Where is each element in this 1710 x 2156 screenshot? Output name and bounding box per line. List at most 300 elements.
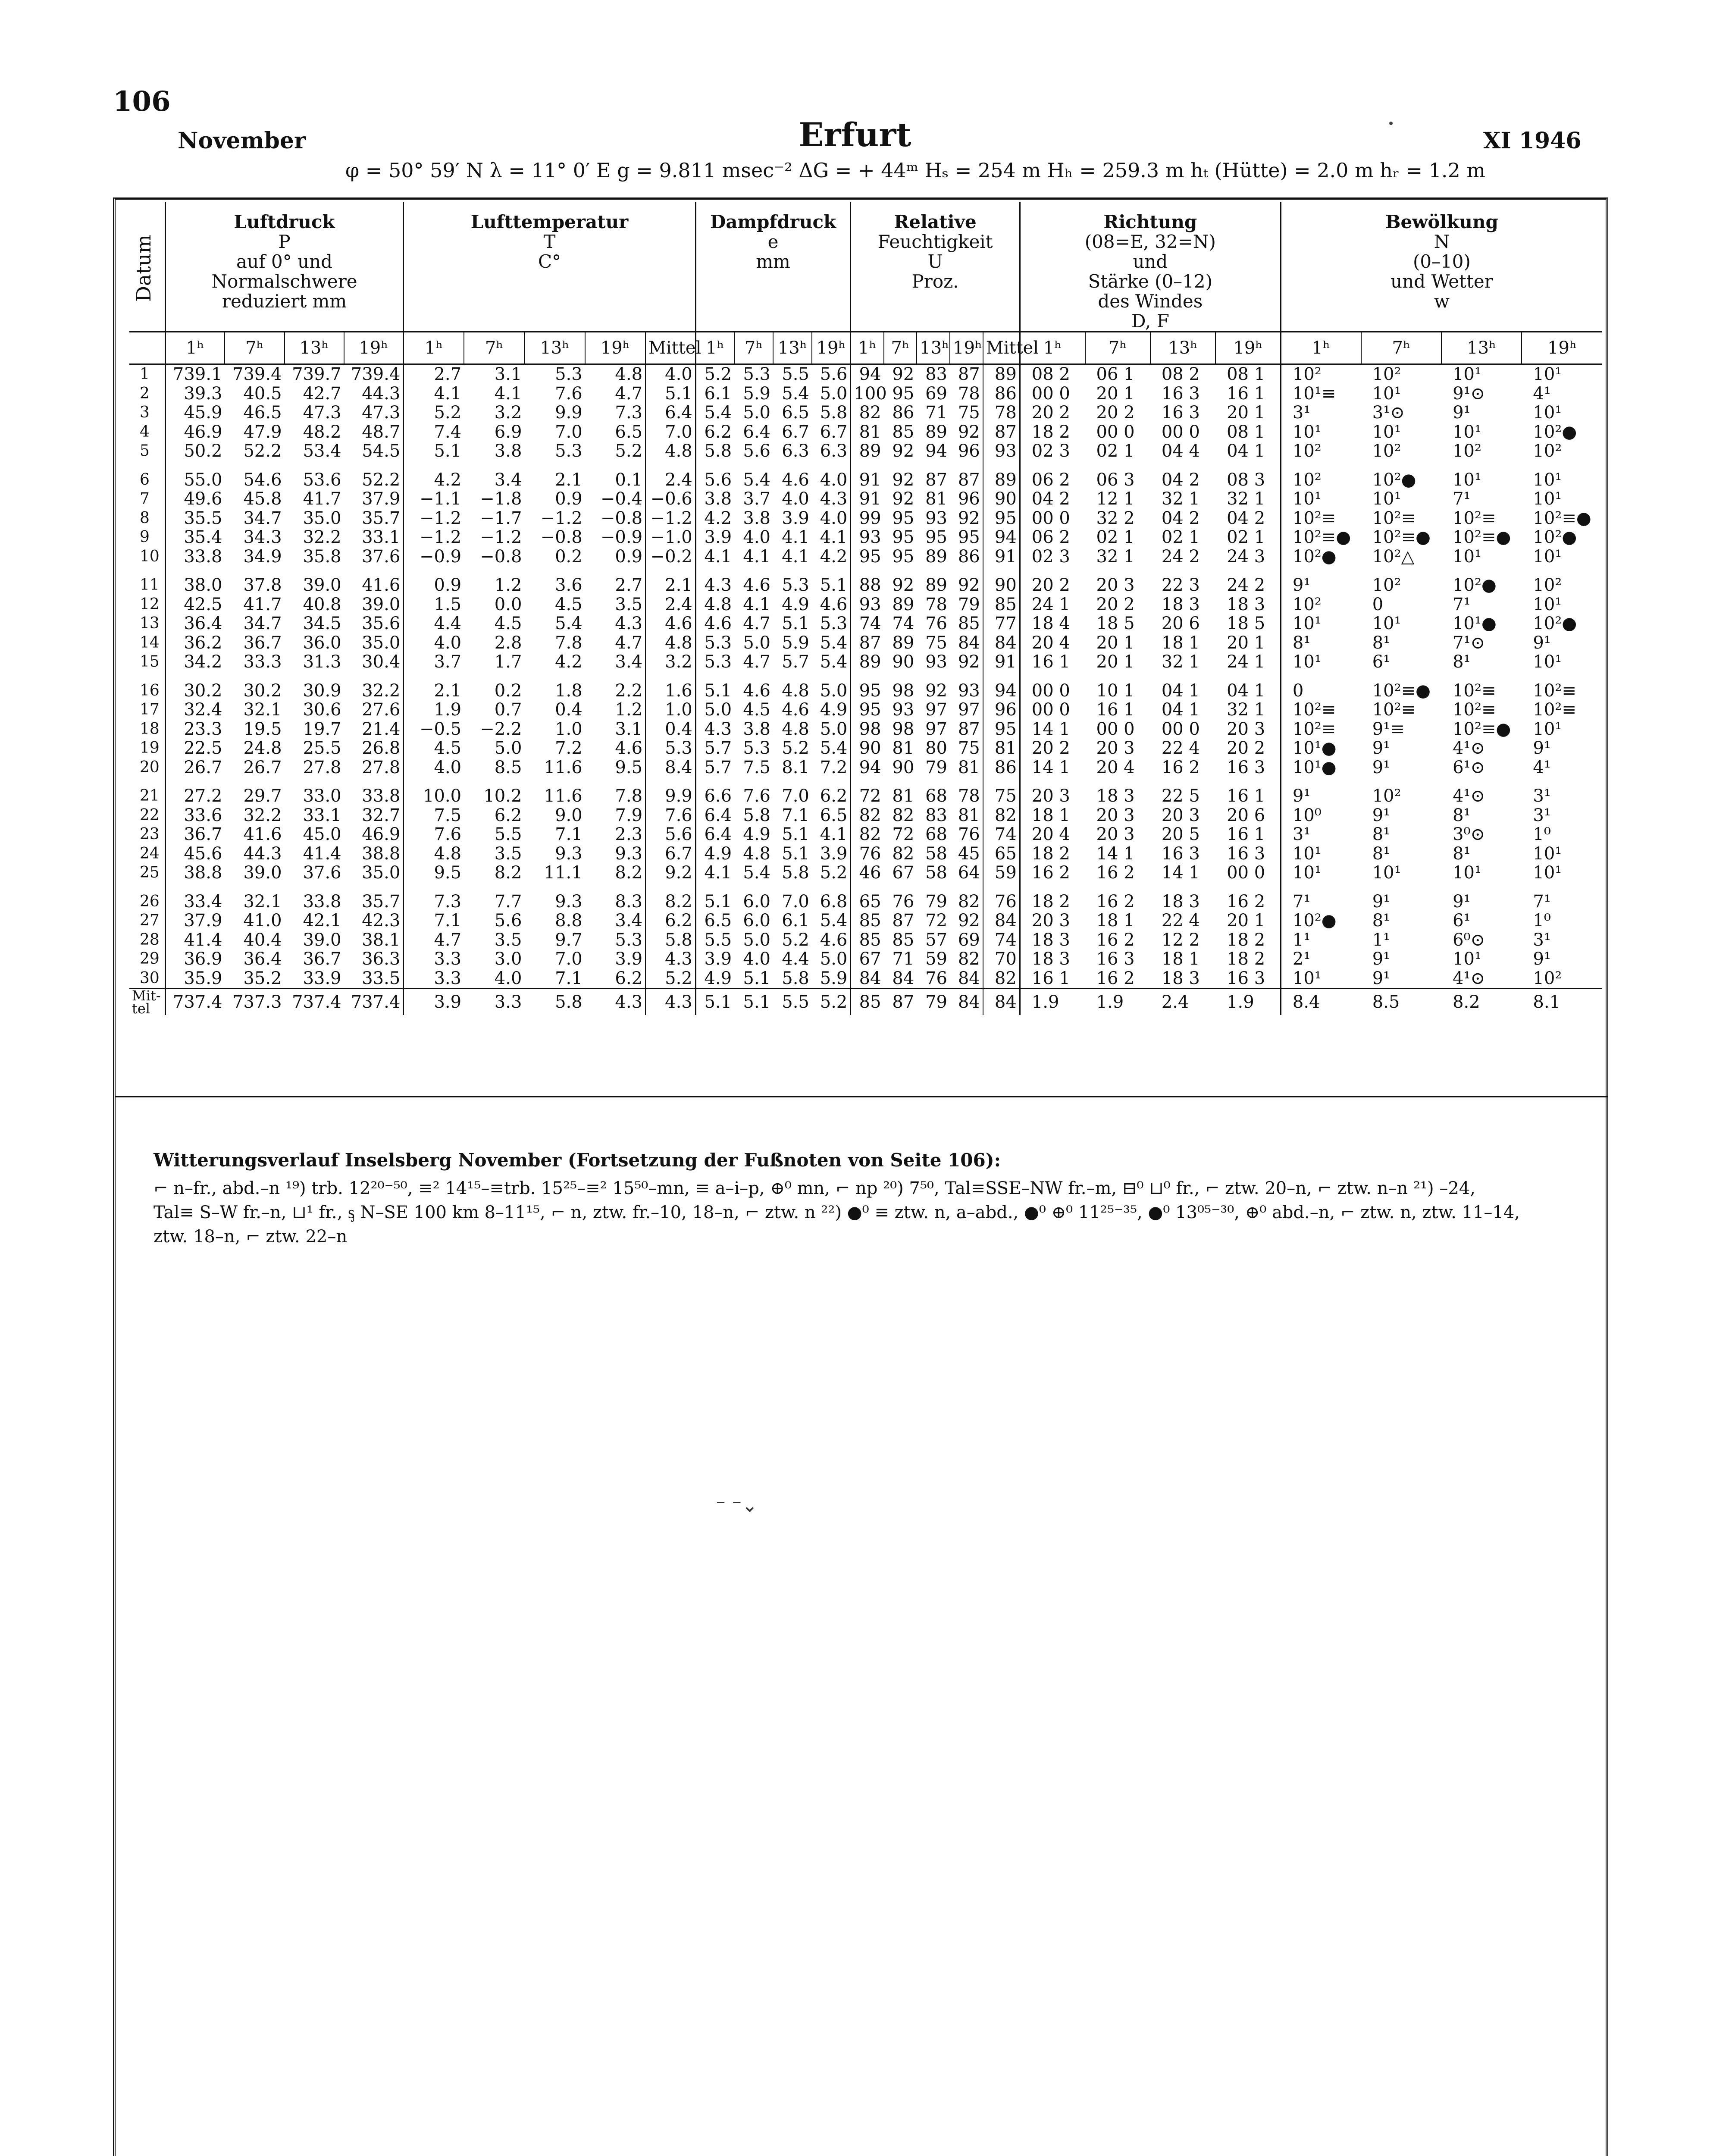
value-cell: 27.6 [362,700,401,720]
lufttemperatur-header [404,202,695,332]
value-cell: 9¹ [1281,566,1361,595]
value-cell: −2.2 [480,719,522,739]
value-cell: 5.3 [820,614,848,634]
value-cell: 10²● [1281,547,1361,567]
value-cell: 18 1 [1161,949,1200,969]
value-cell: 92 [892,489,915,509]
table-row [129,509,1602,528]
value-cell: 7.0 [555,949,583,969]
value-cell: 39.3 [165,384,225,404]
value-cell: 36.3 [362,949,401,969]
value-cell: 7.1 [404,911,464,931]
value-cell: 5.1 [782,824,809,845]
value-cell: 5.2 [782,930,809,950]
table-row [129,364,1602,384]
value-cell: 5.4 [820,911,848,931]
day-cell: 9 [140,528,150,546]
feuchte-header [851,202,1020,332]
value-cell: 46.9 [362,824,401,845]
value-cell: 4.0 [820,470,848,490]
value-cell: 3.5 [494,930,522,950]
value-cell: 23.3 [165,720,225,739]
value-cell: 58 [925,843,948,864]
value-cell: 3.8 [743,508,771,528]
mean-cell: 8.4 [1281,989,1361,1015]
value-cell: 41.0 [243,911,282,931]
value-cell: 10² [1533,575,1562,595]
value-cell: 5.3 [555,364,583,385]
value-cell: 4.7 [404,931,464,950]
value-cell: 9¹ [1372,805,1391,825]
header-line: Feuchtigkeit [877,231,993,252]
value-cell: 7¹ [1453,594,1471,614]
value-cell: 41.4 [303,843,341,864]
value-cell: 87 [958,719,980,739]
dampfdruck-header [695,202,851,332]
value-cell: 3¹ [1281,825,1361,844]
hour-header: 1ʰ [404,332,464,364]
value-cell: 10² [1372,786,1401,806]
value-cell: 20 2 [1227,738,1265,758]
value-cell: 6¹ [1372,652,1391,672]
value-cell: 24.8 [243,738,282,758]
value-cell: 3.8 [743,719,771,739]
value-cell: 96 [958,489,980,509]
value-cell: 9¹ [1453,403,1471,423]
hour-header: 13ʰ [917,332,950,364]
value-cell: 4.0 [645,364,695,384]
value-cell: 10¹ [1453,949,1481,969]
value-cell: 8.2 [615,863,643,883]
value-cell: 85 [851,931,884,950]
header-line: reduziert mm [222,291,347,312]
day-cell: 10 [140,547,160,565]
value-cell: 39.0 [303,575,341,595]
value-cell: 3.9 [782,508,809,528]
value-cell: 37.6 [303,863,341,883]
value-cell: −1.2 [480,527,522,548]
value-cell: 33.1 [303,805,341,825]
value-cell: 18 2 [1020,423,1085,442]
header-line: mm [756,251,790,272]
value-cell: 6.7 [645,844,695,864]
value-cell: 5.8 [645,931,695,950]
value-cell: 3.9 [695,950,734,969]
value-cell: 2.1 [555,470,583,490]
value-cell: 0 [1372,594,1384,614]
value-cell: 4.0 [820,508,848,528]
value-cell: 89 [983,461,1020,490]
value-cell: 0.9 [404,566,464,595]
value-cell: 6.5 [820,805,848,825]
value-cell: 8¹ [1372,633,1391,653]
footnote-line: ztw. 18–n, ⌐ ztw. 22–n [153,1227,348,1247]
header-line: Normalschwere [211,271,357,292]
hour-header: 13ʰ [773,332,812,364]
value-cell: 4.8 [782,680,809,701]
value-cell: 32.1 [243,891,282,912]
table-row [129,720,1602,739]
value-cell: 20 1 [1227,633,1265,653]
value-cell: 5.8 [820,403,848,423]
value-cell: 87 [892,911,915,931]
value-cell: 10²● [1533,614,1577,634]
value-cell: 4.3 [820,489,848,509]
value-cell: 6.7 [820,422,848,442]
hour-header: Mittel [645,332,695,364]
value-cell: 5.2 [695,364,734,384]
value-cell: 39.0 [362,594,401,614]
value-cell: 54.6 [243,470,282,490]
value-cell: 89 [851,652,884,672]
value-cell: 45 [958,843,980,864]
value-cell: 79 [958,594,980,614]
value-cell: 10¹ [1372,489,1401,509]
value-cell: 22.5 [165,739,225,758]
value-cell: 16 3 [1096,949,1135,969]
value-cell: 02 1 [1227,527,1265,548]
value-cell: 4.3 [695,566,734,595]
value-cell: 71 [892,949,915,969]
value-cell: 7¹ [1533,891,1551,912]
value-cell: 10²● [1372,470,1416,490]
value-cell: 74 [892,614,915,634]
value-cell: 79 [925,757,948,777]
value-cell: 0.7 [494,700,522,720]
value-cell: 4.6 [695,614,734,633]
value-cell: 89 [925,422,948,442]
value-cell: 0.4 [645,720,695,739]
value-cell: 93 [925,652,948,672]
day-cell: 15 [140,653,160,671]
value-cell: 89 [925,546,948,567]
value-cell: 96 [983,700,1020,720]
mean-cell: 2.4 [1150,989,1215,1015]
value-cell: 00 0 [1096,719,1135,739]
value-cell: 10²≡● [1533,508,1591,528]
value-cell: 20 3 [1227,719,1265,739]
value-cell: 20 3 [1161,805,1200,825]
value-cell: 10²≡ [1281,720,1361,739]
value-cell: 4.6 [782,700,809,720]
value-cell: 95 [851,547,884,567]
value-cell: 33.5 [362,968,401,988]
day-cell: 23 [140,825,160,843]
value-cell: 22 4 [1161,911,1200,931]
value-cell: 18 4 [1020,614,1085,633]
value-cell: 24 3 [1227,546,1265,567]
mean-cell: 84 [983,989,1020,1015]
value-cell: 36.9 [165,950,225,969]
value-cell: 00 0 [1096,422,1135,442]
value-cell: 81 [851,423,884,442]
value-cell: 7.7 [494,891,522,912]
value-cell: 7.3 [615,403,643,423]
value-cell: 9¹≡ [1372,719,1405,739]
value-cell: 6¹ [1453,911,1471,931]
value-cell: 78 [983,403,1020,423]
value-cell: 33.0 [303,786,341,806]
value-cell: 5.8 [743,805,771,825]
value-cell: 95 [958,527,980,548]
value-cell: 7.0 [782,891,809,912]
value-cell: 9¹ [1372,968,1391,988]
value-cell: 67 [851,950,884,969]
value-cell: 3.6 [555,575,583,595]
value-cell: 27.2 [165,777,225,806]
value-cell: 41.6 [243,824,282,845]
value-cell: 20 4 [1020,825,1085,844]
value-cell: 6.4 [695,806,734,825]
table-row [129,528,1602,547]
datum-label: Datum [132,234,155,302]
footnote-line: Tal≡ S–W fr.–n, ⊔¹ fr., ᶊ N–SE 100 km 8–11¹⁵, ⌐ n, ztw. fr.–10, 18–n, ⌐ ztw. n ²²) ●⁰ ≡ ztw. n, a–abd., ●⁰ ⊕⁰ 11²⁵⁻³⁵, ●⁰ 13⁰⁵⁻³⁰, ⊕⁰ abd.–n, ⌐ ztw. n, ztw. 11–14, [153,1203,1520,1222]
value-cell: 77 [983,614,1020,633]
value-cell: 1⁰ [1533,824,1551,845]
value-cell: 3.8 [494,441,522,461]
header-line: (08=E, 32=N) [1084,231,1216,252]
value-cell: 5.1 [404,442,464,461]
value-cell: 48.2 [303,422,341,442]
value-cell: 5.6 [695,461,734,490]
value-cell: 35.0 [362,633,401,653]
table-row [129,700,1602,720]
value-cell: 2.7 [615,575,643,595]
value-cell: 57 [925,930,948,950]
value-cell: 4.8 [743,843,771,864]
value-cell: 6.3 [782,441,809,461]
value-cell: 16 3 [1161,843,1200,864]
value-cell: 18 2 [1227,930,1265,950]
value-cell: 10¹ [1453,863,1481,883]
value-cell: 3.1 [615,719,643,739]
value-cell: 16 3 [1227,843,1265,864]
hour-header: Mittel [983,332,1020,364]
value-cell: 10²≡ [1453,700,1496,720]
value-cell: 4.1 [695,547,734,567]
mean-cell: 5.1 [695,989,734,1015]
table-row [129,423,1602,442]
table-row [129,739,1602,758]
header-line: Bewölkung [1385,211,1498,232]
value-cell: 5.2 [782,738,809,758]
value-cell: 32 1 [1227,489,1265,509]
value-cell: 36.7 [165,825,225,844]
value-cell: 5.8 [695,442,734,461]
value-cell: 92 [958,652,980,672]
value-cell: 33.4 [165,883,225,912]
value-cell: 24 1 [1020,595,1085,614]
value-cell: 34.7 [243,614,282,634]
value-cell: 4.6 [645,614,695,633]
mean-cell: 3.3 [464,989,524,1015]
station-title: Erfurt [799,116,911,154]
mean-cell: 5.5 [773,989,812,1015]
value-cell: 87 [851,633,884,653]
value-cell: 10² [1533,968,1562,988]
value-cell: 90 [892,757,915,777]
value-cell: 94 [983,528,1020,547]
value-cell: 5.1 [820,575,848,595]
value-cell: 89 [983,364,1020,384]
value-cell: 4.6 [820,930,848,950]
value-cell: 2.4 [645,461,695,490]
value-cell: 91 [851,461,884,490]
value-cell: 4.1 [782,527,809,548]
value-cell: 12 1 [1096,489,1135,509]
value-cell: 95 [892,383,915,404]
value-cell: 18 1 [1161,633,1200,653]
value-cell: 42.3 [362,911,401,931]
hour-header: 19ʰ [1522,332,1602,364]
value-cell: 7.0 [782,786,809,806]
value-cell: 8.4 [645,758,695,777]
value-cell: 85 [983,595,1020,614]
value-cell: 9¹ [1372,738,1391,758]
value-cell: 20 3 [1096,824,1135,845]
value-cell: 00 0 [1020,700,1085,720]
value-cell: 40.5 [243,383,282,404]
value-cell: 82 [892,805,915,825]
table-row [129,384,1602,404]
value-cell: 35.6 [362,614,401,634]
value-cell: 92 [958,508,980,528]
value-cell: 35.0 [362,863,401,883]
value-cell: 24 2 [1161,546,1200,567]
value-cell: 9¹ [1281,777,1361,806]
value-cell: 18 5 [1096,614,1135,634]
value-cell: 18 2 [1020,883,1085,912]
value-cell: 7.0 [555,422,583,442]
value-cell: 41.4 [165,931,225,950]
value-cell: 98 [892,719,915,739]
mean-row [129,989,1602,1015]
value-cell: 18 3 [1161,594,1200,614]
value-cell: 16 1 [1227,383,1265,404]
day-cell: 30 [140,969,160,987]
value-cell: 20 3 [1020,777,1085,806]
value-cell: 5.1 [743,968,771,988]
value-cell: 11.6 [544,786,583,806]
day-cell: 22 [140,806,160,824]
value-cell: 10²≡ [1533,700,1576,720]
value-cell: 4.3 [645,950,695,969]
value-cell: 4.0 [743,527,771,548]
value-cell: 06 2 [1020,461,1085,490]
value-cell: 02 1 [1096,441,1135,461]
mean-cell: 4.3 [645,989,695,1015]
bewoelkung-header [1281,202,1602,332]
value-cell: 3.2 [645,652,695,672]
value-cell: 22 5 [1161,786,1200,806]
value-cell: 47.9 [243,422,282,442]
value-cell: 0.0 [494,594,522,614]
day-cell: 27 [140,912,160,930]
value-cell: 6.5 [782,403,809,423]
month-label: November [178,128,306,154]
hour-header: 19ʰ [950,332,983,364]
value-cell: 6.4 [695,825,734,844]
value-cell: 4.6 [782,470,809,490]
value-cell: 64 [958,863,980,883]
value-cell: 92 [925,680,948,701]
hour-header: 19ʰ [344,332,404,364]
value-cell: 0.9 [615,546,643,567]
value-cell: 10²≡ [1281,700,1361,720]
value-cell: 54.5 [362,441,401,461]
mean-cell: 737.4 [344,989,404,1015]
day-cell: 14 [140,633,160,652]
day-cell: 25 [140,864,160,882]
value-cell: 97 [958,700,980,720]
value-cell: 82 [958,891,980,912]
value-cell: 49.6 [165,489,225,509]
value-cell: 14 1 [1020,720,1085,739]
value-cell: 20 1 [1096,652,1135,672]
mean-cell: 8.2 [1441,989,1522,1015]
value-cell: 2.3 [615,824,643,845]
value-cell: 8¹ [1372,911,1391,931]
value-cell: 5.6 [820,364,848,385]
mean-cell: 1.9 [1215,989,1281,1015]
value-cell: 37.9 [362,489,401,509]
value-cell: 82 [983,969,1020,989]
value-cell: 81 [925,489,948,509]
value-cell: 5.3 [615,930,643,950]
value-cell: 7.4 [404,423,464,442]
value-cell: 95 [983,720,1020,739]
value-cell: 8¹ [1281,633,1361,653]
value-cell: 10² [1281,595,1361,614]
day-cell: 18 [140,720,160,738]
value-cell: 7.8 [555,633,583,653]
value-cell: 20 2 [1096,403,1135,423]
value-cell: 5.9 [820,968,848,988]
value-cell: 00 0 [1227,863,1265,883]
value-cell: −1.2 [404,509,464,528]
day-cell: 2 [140,384,150,402]
value-cell: 78 [925,594,948,614]
value-cell: 27.8 [303,757,341,777]
day-cell: 20 [140,758,160,776]
value-cell: 33.3 [243,652,282,672]
value-cell: −1.2 [645,509,695,528]
value-cell: 10.2 [483,786,522,806]
value-cell: 99 [851,509,884,528]
value-cell: 94 [983,672,1020,701]
value-cell: 94 [925,441,948,461]
value-cell: −0.2 [645,547,695,567]
value-cell: 48.7 [362,422,401,442]
value-cell: 36.4 [243,949,282,969]
value-cell: 89 [892,594,915,614]
value-cell: 36.4 [165,614,225,633]
value-cell: 34.2 [165,652,225,672]
value-cell: 16 3 [1227,968,1265,988]
value-cell: 4¹ [1533,757,1551,777]
value-cell: 10¹ [1533,364,1562,385]
value-cell: 26.8 [362,738,401,758]
value-cell: 04 2 [1020,489,1085,509]
value-cell: 80 [925,738,948,758]
value-cell: 39.0 [243,863,282,883]
value-cell: 10¹ [1533,403,1562,423]
value-cell: 4.9 [820,700,848,720]
value-cell: 85 [958,614,980,634]
hour-header: 1ʰ [165,332,225,364]
value-cell: 06 2 [1020,528,1085,547]
value-cell: 93 [851,595,884,614]
